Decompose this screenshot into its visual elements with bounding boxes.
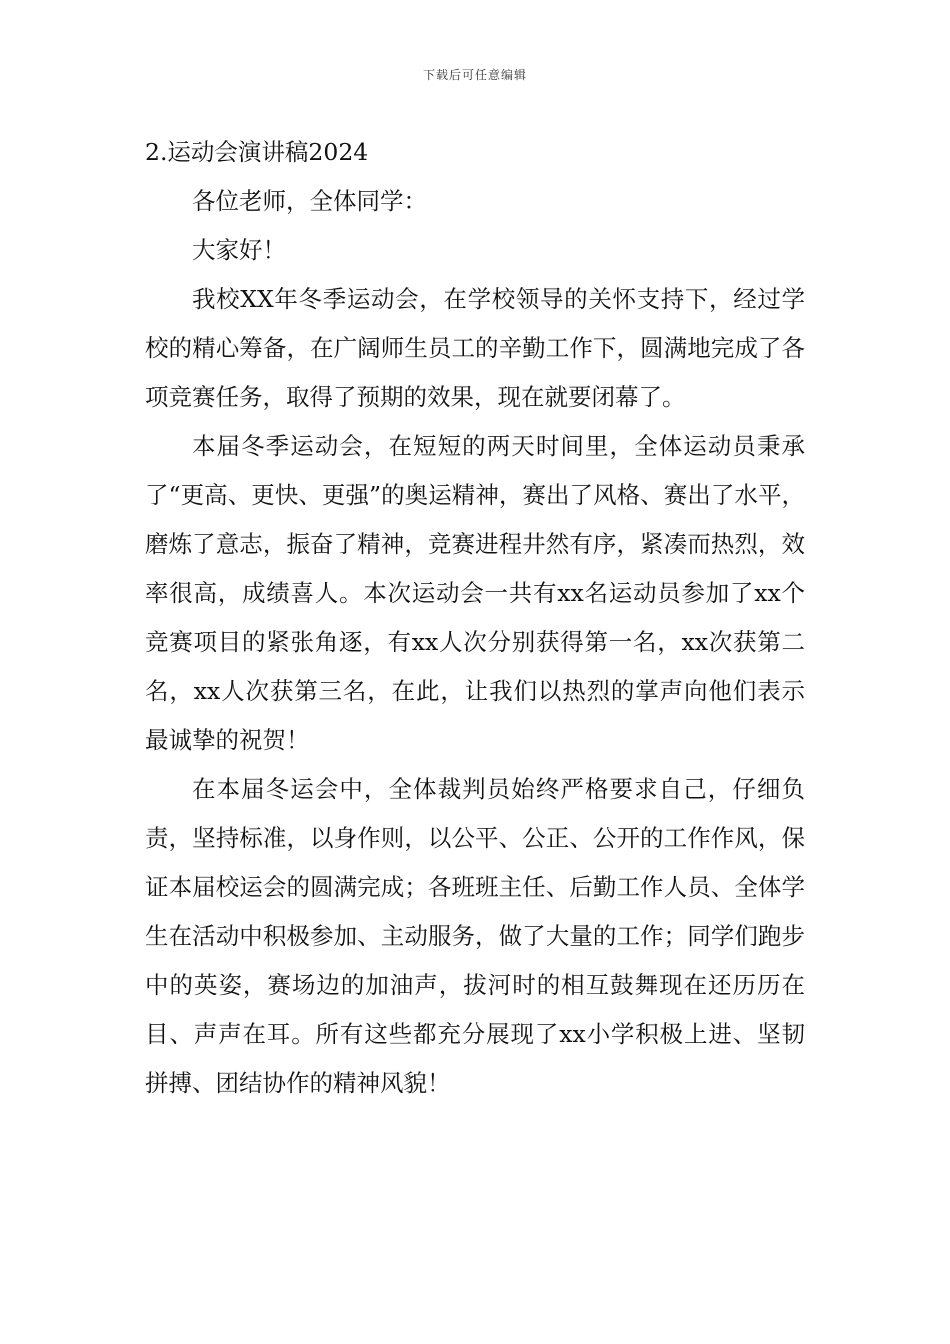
paragraph-greeting: 大家好！ [192,236,286,264]
paragraph-body: 本届冬季运动会，在短短的两天时间里，全体运动员秉承了“更高、更快、更强”的奥运精神，赛出了风格、赛出了水平，磨炼了意志，振奋了精神，竞赛进程井然有序，紧凑而热烈，效率很高，成绩喜人。本次运动会一共有xx名运动员参加了xx个竞赛项目的紧张角逐，有xx人次分别获得第一名，xx次获第二名，xx人次获第三名，在此，让我们以热烈的掌声向他们表示最诚挚的祝贺！ [145,432,805,754]
paragraph-body: 在本届冬运会中，全体裁判员始终严格要求自己，仔细负责，坚持标准，以身作则，以公平、公正、公开的工作作风，保证本届校运会的圆满完成；各班班主任、后勤工作人员、全体学生在活动中积极参加、主动服务，做了大量的工作；同学们跑步中的英姿，赛场边的加油声，拔河时的相互鼓舞现在还历历在目、声声在耳。所有这些都充分展现了xx小学积极上进、坚韧拼搏、团结协作的精神风貌！ [145,775,805,1097]
document-title: 2.运动会演讲稿2024 [145,138,369,166]
paragraph-salutation: 各位老师，全体同学： [192,187,427,215]
paragraph-body: 我校XX年冬季运动会，在学校领导的关怀支持下，经过学校的精心筹备，在广阔师生员工的辛勤工作下，圆满地完成了各项竞赛任务，取得了预期的效果，现在就要闭幕了。 [145,285,805,411]
document-body [145,128,805,1108]
page-header: 下载后可任意编辑 [422,68,527,82]
